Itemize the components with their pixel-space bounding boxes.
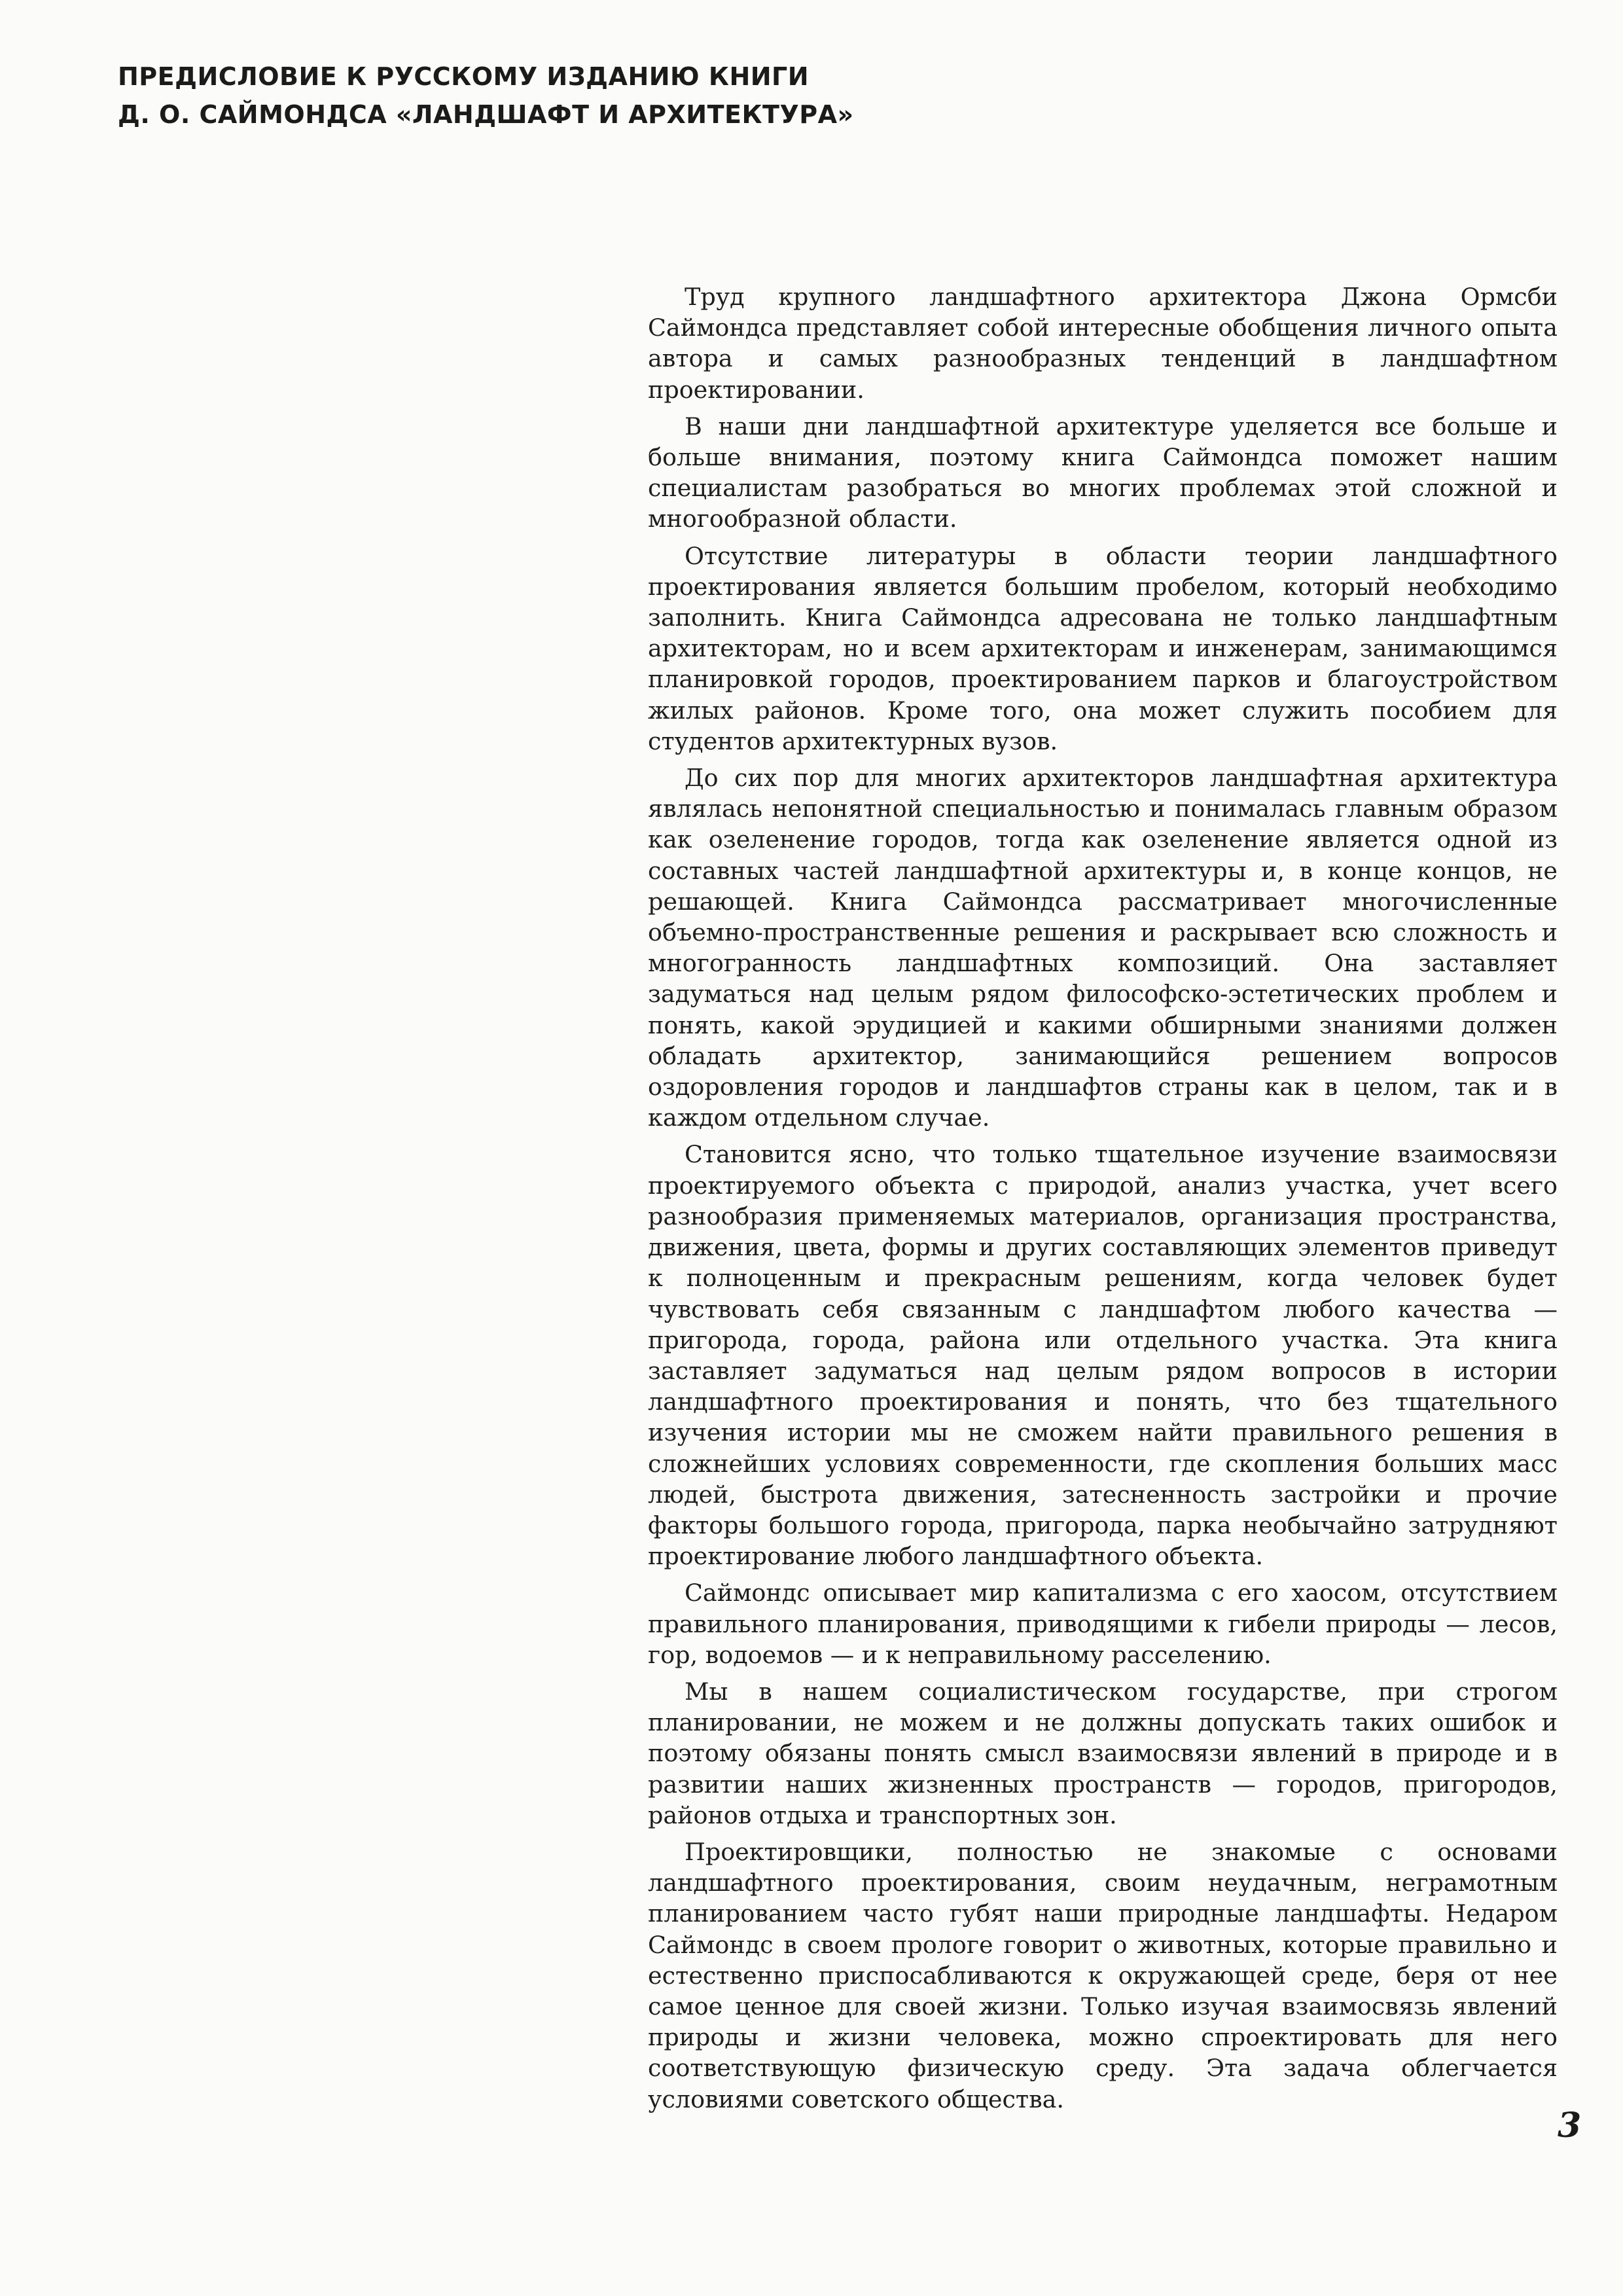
paragraph: Проектировщики, полностью не знакомые с основами ландшафтного проектирования, своим неудачным, неграмотным планированием часто губят наши природные ландшафты. Недаром Саймондс в своем прологе говорит о животных, которые правильно и естественно приспосабливаются к окружающей среде, беря от нее самое ценное для своей жизни. Только изучая взаимосвязь явлений природы и жизни человека, можно спроектировать для него соответствующую физическую среду. Эта задача облегчается условиями советского общества. [648, 1837, 1558, 2113]
body-text [648, 281, 1558, 2121]
paragraph: Становится ясно, что только тщательное изучение взаимосвязи проектируемого объекта с природой, анализ участка, учет всего разнообразия применяемых материалов, организация пространства, движения, цвета, формы и других составляющих элементов приведут к полноценным и прекрасным решениям, когда человек будет чувствовать себя связанным с ландшафтом любого качества — пригорода, города, района или отдельного участка. Эта книга заставляет задуматься над целым рядом вопросов в истории ландшафтного проектирования и понять, что без тщательного изучения истории мы не сможем найти правильного решения в сложнейших условиях современности, где скопления больших масс людей, быстрота движения, затесненность застройки и прочие факторы большого города, пригорода, парка необычайно затрудняют проектирование любого ландшафтного объекта. [648, 1140, 1558, 1571]
paragraph: Мы в нашем социалистическом государстве, при строгом планировании, не можем и не должны допускать таких ошибок и поэтому обязаны понять смысл взаимосвязи явлений в природе и в развитии наших жизненных пространств — городов, пригородов, районов отдыха и транспортных зон. [648, 1677, 1558, 1829]
paragraph: До сих пор для многих архитекторов ландшафтная архитектура являлась непонятной специальностью и понималась главным образом как озеленение городов, тогда как озеленение является одной из составных частей ландшафтной архитектуры и, в конце концов, не решающей. Книга Саймондса рассматривает многочисленные объемно-пространственные решения и раскрывает всю сложность и многогранность ландшафтных композиций. Она заставляет задуматься над целым рядом философско-эстетических проблем и понять, какой эрудицией и какими обширными знаниями должен обладать архитектор, занимающийся решением вопросов оздоровления городов и ландшафтов страны как в целом, так и в каждом отдельном случае. [648, 764, 1558, 1132]
heading-line-1: ПРЕДИСЛОВИЕ К РУССКОМУ ИЗДАНИЮ КНИГИ [118, 62, 810, 91]
page-heading [118, 58, 903, 134]
page-number: 3 [1558, 2106, 1582, 2145]
paragraph: Саймондс описывает мир капитализма с его хаосом, отсутствием правильного планирования, приводящими к гибели природы — лесов, гор, водоемов — и к неправильному расселению. [648, 1579, 1558, 1669]
paragraph: Отсутствие литературы в области теории ландшафтного проектирования является большим пробелом, который необходимо заполнить. Книга Саймондса адресована не только ландшафтным архитекторам, но и всем архитекторам и инженерам, занимающимся планировкой городов, проектированием парков и благоустройством жилых районов. Кроме того, она может служить пособием для студентов архитектурных вузов. [648, 541, 1558, 755]
paragraph: В наши дни ландшафтной архитектуре уделяется все больше и больше внимания, поэтому книга Саймондса поможет нашим специалистам разобраться во многих проблемах этой сложной и многообразной области. [648, 412, 1558, 533]
paragraph: Труд крупного ландшафтного архитектора Джона Ормсби Саймондса представляет собой интересные обобщения личного опыта автора и самых разнообразных тенденций в ландшафтном проектировании. [648, 283, 1558, 404]
heading-line-2: Д. О. САЙМОНДСА «ЛАНДШАФТ И АРХИТЕКТУРА» [118, 100, 854, 129]
